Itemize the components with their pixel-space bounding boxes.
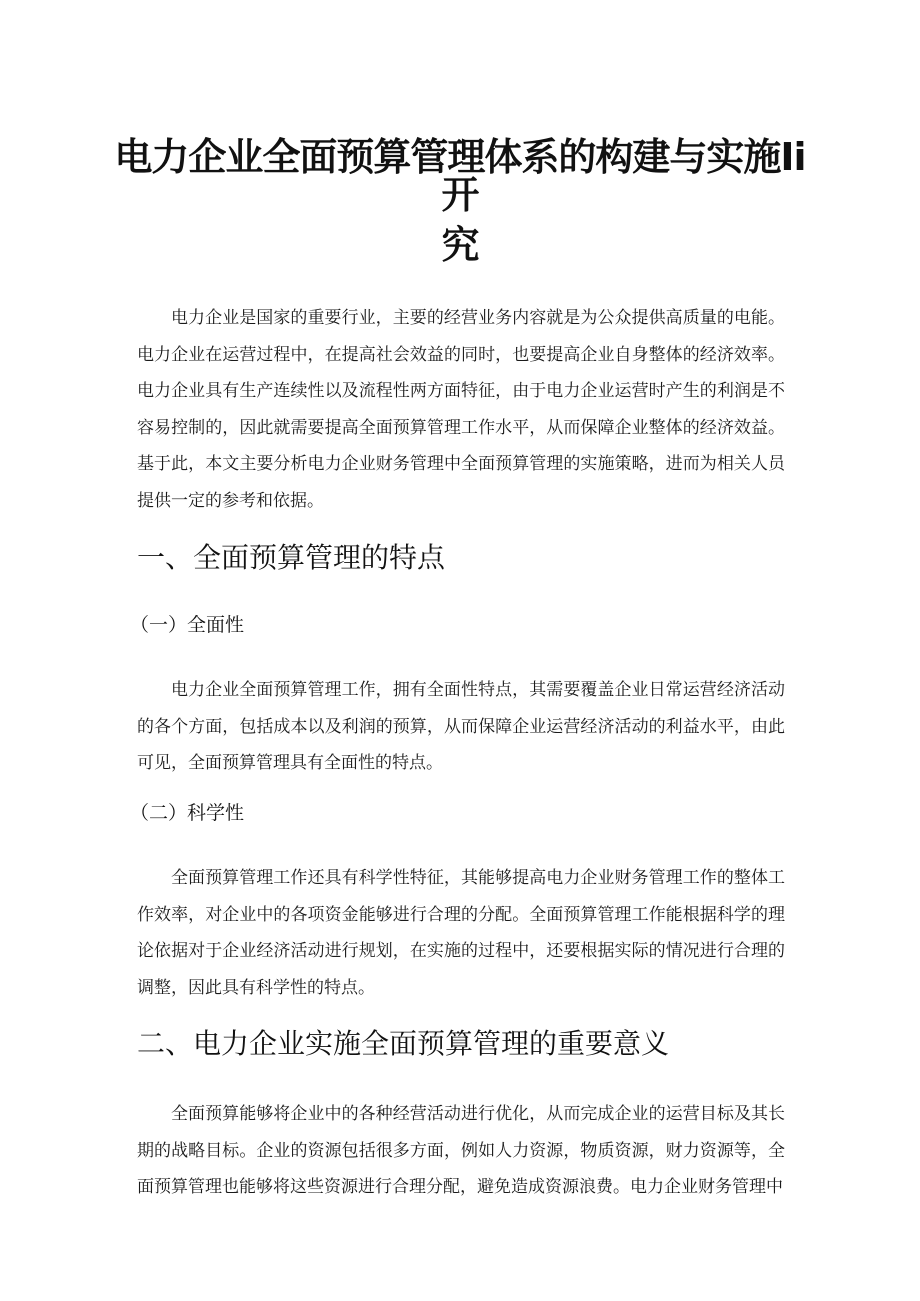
subsection2-heading: （二）科学性 <box>130 802 245 824</box>
document-title-line2: 究 <box>441 223 479 267</box>
subsection1-paragraph: 电力企业全面预算管理工作，拥有全面性特点，其需要覆盖企业日常运营经济活动的各个方面，包括成本以及利润的预算，从而保障企业运营经济活动的利益水平，由此可见，全面预算管理具有全面性的特点。 <box>137 680 785 774</box>
section2-paragraph: 全面预算能够将企业中的各种经营活动进行优化，从而完成企业的运营目标及其长期的战略目标。企业的资源包括很多方面，例如人力资源，物质资源，财力资源等，全面预算管理也能够将这些资源进行合理分配，避免造成资源浪费。电力企业财务管理中 <box>137 1104 785 1198</box>
intro-paragraph: 电力企业是国家的重要行业，主要的经营业务内容就是为公众提供高质量的电能。电力企业在运营过程中，在提高社会效益的同时，也要提高企业自身整体的经济效率。电力企业具有生产连续性以及流程性两方面特征，由于电力企业运营时产生的利润是不容易控制的，因此就需要提高全面预算管理工作水平，从而保障企业整体的经济效益。基于此，本文主要分析电力企业财务管理中全面预算管理的实施策略，进而为相关人员提供一定的参考和依据。 <box>137 308 785 511</box>
subsection1-heading: （一）全面性 <box>130 614 245 636</box>
subsection2-paragraph: 全面预算管理工作还具有科学性特征，其能够提高电力企业财务管理工作的整体工作效率，对企业中的各项资金能够进行合理的分配。全面预算管理工作能根据科学的理论依据对于企业经济活动进行规划，在实施的过程中，还要根据实际的情况进行合理的调整，因此具有科学性的特点。 <box>137 868 785 998</box>
section2-heading: 二、电力企业实施全面预算管理的重要意义 <box>137 1027 670 1060</box>
document-title-line1: 电力企业全面预算管理体系的构建与实施Ii开 <box>114 135 806 217</box>
section1-heading: 一、全面预算管理的特点 <box>137 541 446 574</box>
